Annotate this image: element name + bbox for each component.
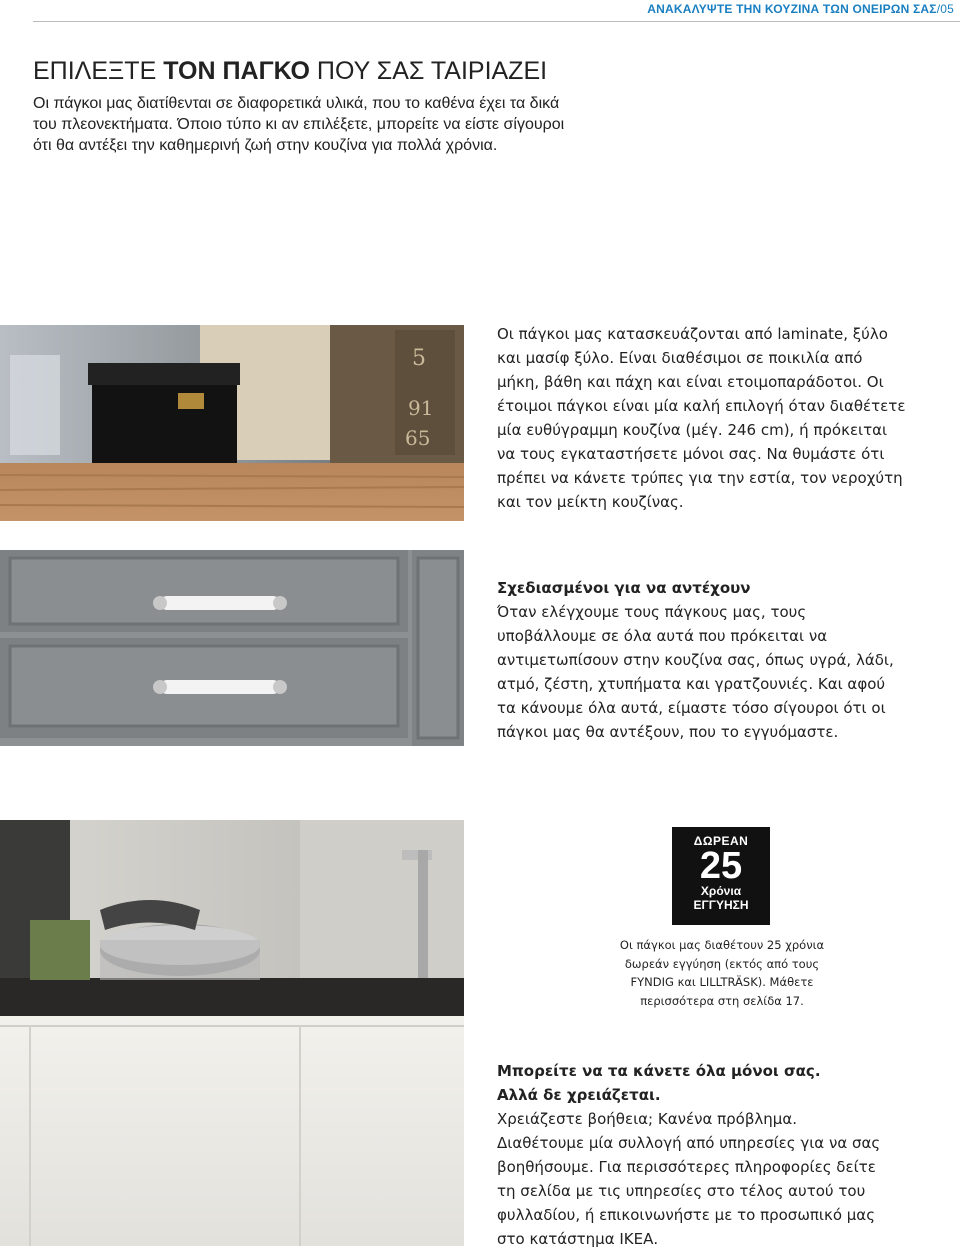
photo-wood-worktop	[0, 325, 464, 521]
header-title: ΑΝΑΚΑΛΥΨΤΕ ΤΗΝ ΚΟΥΖΙΝΑ ΤΩΝ ΟΝΕΙΡΩΝ ΣΑΣ	[647, 2, 937, 16]
services-section	[497, 1059, 937, 1251]
services-heading-1: Μπορείτε να τα κάνετε όλα μόνοι σας.	[497, 1062, 821, 1080]
materials-paragraph	[497, 322, 937, 514]
section1-line: πρέπει να κάνετε τρύπες για την εστία, τον νεροχύτη	[497, 469, 903, 487]
warranty-caption	[600, 936, 844, 1010]
services-heading-2: Αλλά δε χρειάζεται.	[497, 1086, 661, 1104]
section3-line: τη σελίδα με τις υπηρεσίες στο τέλος αυτού του	[497, 1182, 866, 1200]
caption-line: περισσότερα στη σελίδα 17.	[640, 993, 804, 1008]
photo-number-91: 91	[408, 396, 434, 420]
badge-years-label: Χρόνια	[700, 884, 742, 898]
title-bold: ΤΟΝ ΠΑΓΚΟ	[163, 57, 310, 85]
page-number: /05	[936, 2, 954, 16]
photo-grey-drawers	[0, 550, 464, 746]
intro-line: του πλεονεκτήματα. Όποιο τύπο κι αν επιλέξετε, μπορείτε να είστε σίγουροι	[33, 116, 565, 133]
caption-line: δωρεάν εγγύηση (εκτός από τους	[624, 956, 820, 971]
badge-years-number: 25	[699, 845, 743, 887]
title-part2: ΠΟΥ ΣΑΣ ΤΑΙΡΙΑΖΕΙ	[309, 57, 548, 85]
section3-line: στο κατάστημα ΙΚΕΑ.	[497, 1230, 659, 1248]
caption-line: Οι πάγκοι μας διαθέτουν 25 χρόνια	[619, 938, 825, 952]
section3-line: Διαθέτουμε μία συλλογή από υπηρεσίες για να σας	[497, 1134, 881, 1152]
photo-number-65: 65	[405, 426, 431, 450]
page-title	[33, 57, 547, 86]
section3-line: φυλλαδίου, ή επικοινωνήστε με το προσωπικό μας	[497, 1206, 876, 1224]
section2-line: τα κάνουμε όλα αυτά, είμαστε τόσο σίγουροι ότι οι	[497, 699, 886, 717]
section1-line: να τους εγκαταστήσετε μόνοι σας. Να θυμάστε ότι	[497, 445, 885, 463]
photo-number-5: 5	[412, 346, 426, 371]
caption-line: FYNDIG και LILLTRÄSK). Μάθετε	[630, 975, 814, 989]
photo-kitchen-dark-worktop	[0, 820, 464, 1246]
durability-section	[497, 576, 937, 744]
section2-line: ατμό, ζέστη, χτυπήματα και γρατζουνιές. Και αφού	[497, 675, 886, 693]
section2-line: Όταν ελέγχουμε τους πάγκους μας, τους	[497, 603, 807, 621]
header-rule	[33, 21, 960, 22]
intro-paragraph	[33, 93, 633, 156]
section3-line: βοηθήσουμε. Για περισσότερες πληροφορίες δείτε	[497, 1158, 876, 1176]
section1-line: μία ευθύγραμμη κουζίνα (μέγ. 246 cm), ή πρόκειται	[497, 421, 888, 439]
intro-line: ότι θα αντέξει την καθημερινή ζωή στην κουζίνα για πολλά χρόνια.	[33, 137, 498, 154]
section3-line: Χρειάζεστε βοήθεια; Κανένα πρόβλημα.	[497, 1110, 798, 1128]
section1-line: και μασίφ ξύλο. Είναι διαθέσιμοι σε ποικιλία από	[497, 349, 863, 367]
section1-line: Οι πάγκοι μας κατασκευάζονται από laminate, ξύλο	[497, 325, 888, 343]
badge-free-label: ΔΩΡΕΑΝ	[693, 834, 749, 848]
section1-line: μήκη, βάθη και πάχη και είναι ετοιμοπαράδοτοι. Οι	[497, 373, 884, 391]
section1-line: και τον μείκτη κουζίνας.	[497, 493, 684, 511]
section2-line: υποβάλλουμε σε όλα αυτά που πρόκειται να	[497, 627, 828, 645]
badge-warranty-label: ΕΓΓΥΗΣΗ	[693, 898, 749, 912]
section2-line: πάγκοι μας θα αντέξουν, που το εγγυόμαστε.	[497, 723, 839, 741]
intro-line: Οι πάγκοι μας διατίθενται σε διαφορετικά υλικά, που το καθένα έχει τα δικά	[33, 95, 560, 112]
title-part1: ΕΠΙΛΕΞΤΕ	[33, 57, 164, 85]
durability-heading: Σχεδιασμένοι για να αντέχουν	[497, 579, 751, 597]
section1-line: έτοιμοι πάγκοι είναι μία καλή επιλογή όταν διαθέτετε	[497, 397, 906, 415]
running-header	[647, 2, 954, 16]
section2-line: αντιμετωπίσουν στην κουζίνα σας, όπως υγρά, λάδι,	[497, 651, 894, 669]
warranty-badge	[672, 827, 770, 925]
